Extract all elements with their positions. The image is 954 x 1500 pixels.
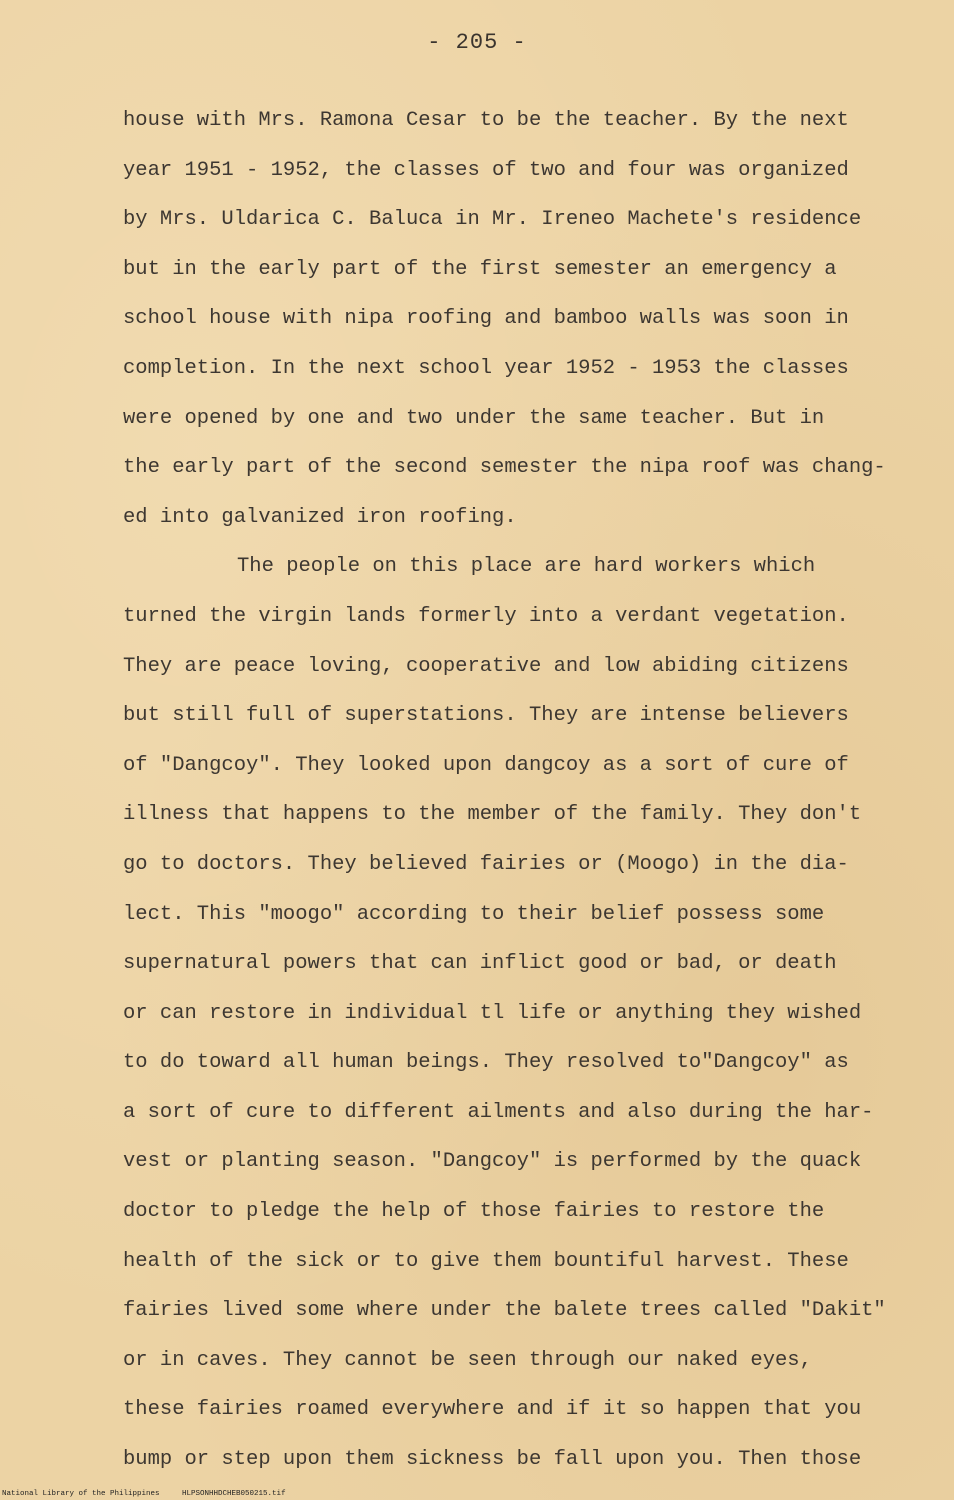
text-line: were opened by one and two under the same teacher. But in [123, 406, 825, 430]
text-line: doctor to pledge the help of those fairies to restore the [123, 1200, 825, 1224]
page-text [123, 96, 913, 1485]
text-line: supernatural powers that can inflict good or bad, or death [123, 952, 837, 976]
text-line: the early part of the second semester the nipa roof was chang- [123, 456, 886, 480]
text-line: or can restore in individual tl life or anything they wished [123, 1001, 862, 1025]
text-line: but still full of superstations. They are intense believers [123, 704, 849, 728]
paragraph-start-line: The people on this place are hard workers which [237, 555, 816, 579]
text-line: to do toward all human beings. They resolved to"Dangcoy" as [123, 1051, 849, 1075]
text-line: go to doctors. They believed fairies or (Moogo) in the dia- [123, 852, 849, 876]
text-line: bump or step upon them sickness be fall upon you. Then those [123, 1448, 862, 1472]
text-line: year 1951 - 1952, the classes of two and four was organized [123, 158, 849, 182]
text-line: these fairies roamed everywhere and if it so happen that you [123, 1398, 862, 1422]
text-line: school house with nipa roofing and bamboo walls was soon in [123, 307, 849, 331]
scan-footer [2, 1490, 286, 1498]
text-line: a sort of cure to different ailments and also during the har- [123, 1100, 874, 1124]
text-line: They are peace loving, cooperative and low abiding citizens [123, 654, 849, 678]
library-credit: National Library of the Philippines [2, 1490, 160, 1498]
text-line: vest or planting season. "Dangcoy" is performed by the quack [123, 1150, 862, 1174]
text-line: turned the virgin lands formerly into a verdant vegetation. [123, 604, 849, 628]
page-number: - 205 - [427, 30, 527, 55]
text-line: house with Mrs. Ramona Cesar to be the teacher. By the next [123, 109, 849, 132]
text-line: of "Dangcoy". They looked upon dangcoy as a sort of cure of [123, 753, 849, 777]
text-line: health of the sick or to give them bountiful harvest. These [123, 1249, 849, 1273]
file-name: HLPSONHHDCHEB050215.tif [182, 1490, 286, 1498]
text-line: or in caves. They cannot be seen through our naked eyes, [123, 1348, 812, 1372]
text-line: lect. This "moogo" according to their belief possess some [123, 902, 825, 926]
text-line: completion. In the next school year 1952 - 1953 the classes [123, 356, 849, 380]
text-line: fairies lived some where under the balete trees called "Dakit" [123, 1299, 886, 1323]
text-line: ed into galvanized iron roofing. [123, 505, 517, 529]
text-line: by Mrs. Uldarica C. Baluca in Mr. Ireneo Machete's residence [123, 208, 862, 232]
text-line: but in the early part of the first semester an emergency a [123, 257, 837, 281]
text-line: illness that happens to the member of the family. They don't [123, 803, 862, 827]
